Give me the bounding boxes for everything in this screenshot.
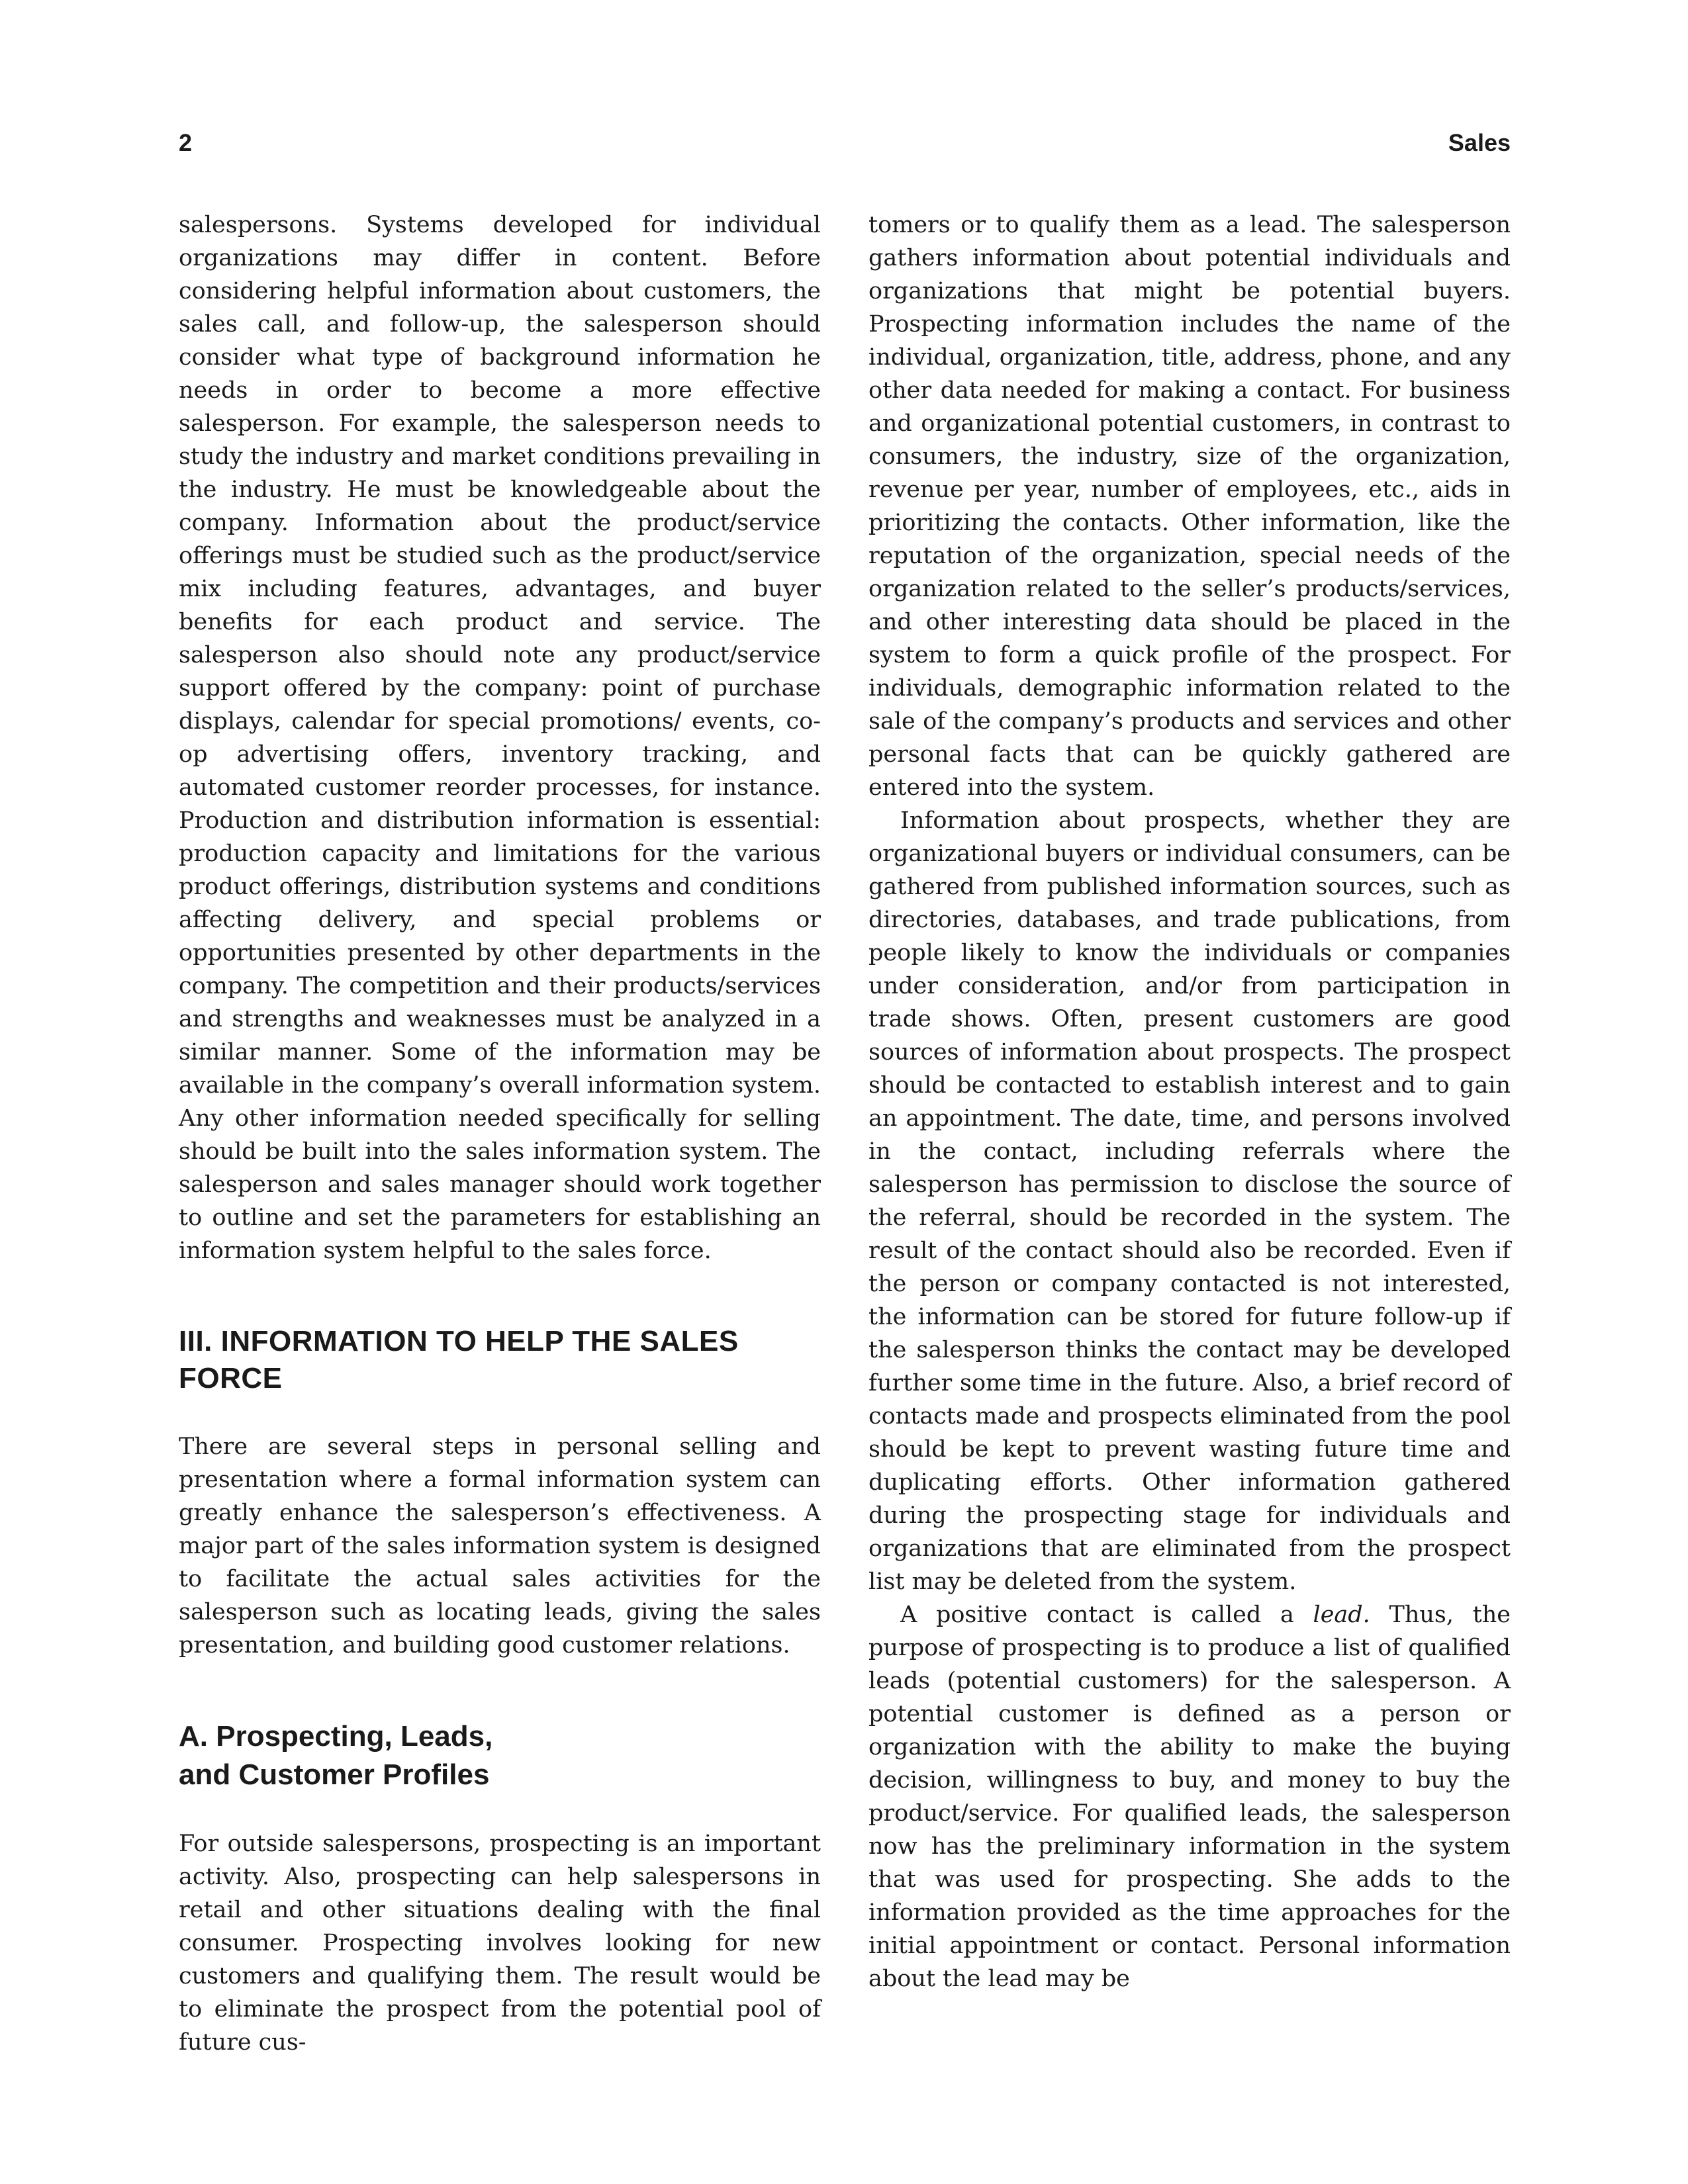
body-paragraph: salespersons. Systems developed for individual organizations may differ in content. Before considering helpful information about customers, the sales call, and follow-up, the salesperson should consider what type of background information he needs in order to become a more effective salesperson. For example, the salesperson needs to study the industry and market conditions prevailing in the industry. He must be knowledgeable about the company. Information about the product/service offerings must be studied such as the product/service mix including features, advantages, and buyer benefits for each product and service. The salesperson also should note any product/service support offered by the company: point of purchase displays, calendar for special promotions/ events, co-op advertising offers, inventory tracking, and automated customer reorder processes, for instance. Production and distribution information is essential: production capacity and limitations for the various product offerings, distribution systems and conditions affecting delivery, and special problems or opportunities presented by other departments in the company. The competition and their products/services and strengths and weaknesses must be analyzed in a similar manner. Some of the information may be available in the company’s overall information system. Any other information needed specifically for selling should be built into the sales information system. The salesperson and sales manager should work together to outline and set the parameters for establishing an information system helpful to the sales force. [179,212,821,1264]
paragraph-text: Thus, the purpose of prospecting is to produce a list of qualified leads (potential customers) for the salesperson. A potential customer is defined as a person or organization with the ability to make the buying decision, willingness to buy, and money to buy the product/service. For qualified leads, the salesperson now has the preliminary information in the system that was used for prospecting. She adds to the information provided as the time approaches for the initial appointment or contact. Personal information about the lead may be [868,1602,1511,1992]
paragraph-text: A positive contact is called a [900,1602,1313,1628]
section-heading: III. INFORMATION TO HELP THE SALES FORCE [179,1325,739,1394]
body-paragraph [868,1598,1511,1995]
page-number: 2 [179,129,193,156]
right-column [868,208,1511,1995]
body-paragraph: There are several steps in personal selling and presentation where a formal information system can greatly enhance the salesperson’s effectiveness. A major part of the sales information system is designed to facilitate the actual sales activities for the salesperson such as locating leads, giving the sales presentation, and building good customer relations. [179,1433,821,1659]
running-head: Sales [1448,129,1511,156]
body-paragraph: Information about prospects, whether they are organizational buyers or individual consumers, can be gathered from published information sources, such as directories, databases, and trade publications, from people likely to know the individuals or companies under consideration, and/or from participation in trade shows. Often, present customers are good sources of information about prospects. The prospect should be contacted to establish interest and to gain an appointment. The date, time, and persons involved in the contact, including referrals where the salesperson has permission to disclose the source of the referral, should be recorded in the system. The result of the contact should also be recorded. Even if the person or company contacted is not interested, the information can be stored for future follow-up if the salesperson thinks the contact may be developed further some time in the future. Also, a brief record of contacts made and prospects eliminated from the pool should be kept to prevent wasting future time and duplicating efforts. Other information gathered during the prospecting stage for individuals and organizations that are eliminated from the prospect list may be deleted from the system. [868,807,1511,1595]
body-paragraph: tomers or to qualify them as a lead. The salesperson gathers information about potential individuals and organizations that might be potential buyers. Prospecting information includes the name of the individual, organization, title, address, phone, and any other data needed for making a contact. For business and organizational potential customers, in contrast to consumers, the industry, size of the organization, revenue per year, number of employees, etc., aids in prioritizing the contacts. Other information, like the reputation of the organization, special needs of the organization related to the seller’s products/services, and other interesting data should be placed in the system to form a quick profile of the prospect. For individuals, demographic information related to the sale of the company’s products and services and other personal facts that can be quickly gathered are entered into the system. [868,212,1511,801]
subsection-heading-line: A. Prospecting, Leads, [179,1720,493,1752]
italic-term: lead. [1313,1602,1370,1628]
body-paragraph: For outside salespersons, prospecting is an important activity. Also, prospecting can help salespersons in retail and other situations dealing with the final consumer. Prospecting involves looking for new customers and qualifying them. The result would be to eliminate the prospect from the potential pool of future cus- [179,1831,821,2056]
left-column [179,208,821,2059]
subsection-heading-line: and Customer Profiles [179,1758,490,1791]
page-header [179,129,1511,162]
subsection-heading [179,1717,821,1794]
